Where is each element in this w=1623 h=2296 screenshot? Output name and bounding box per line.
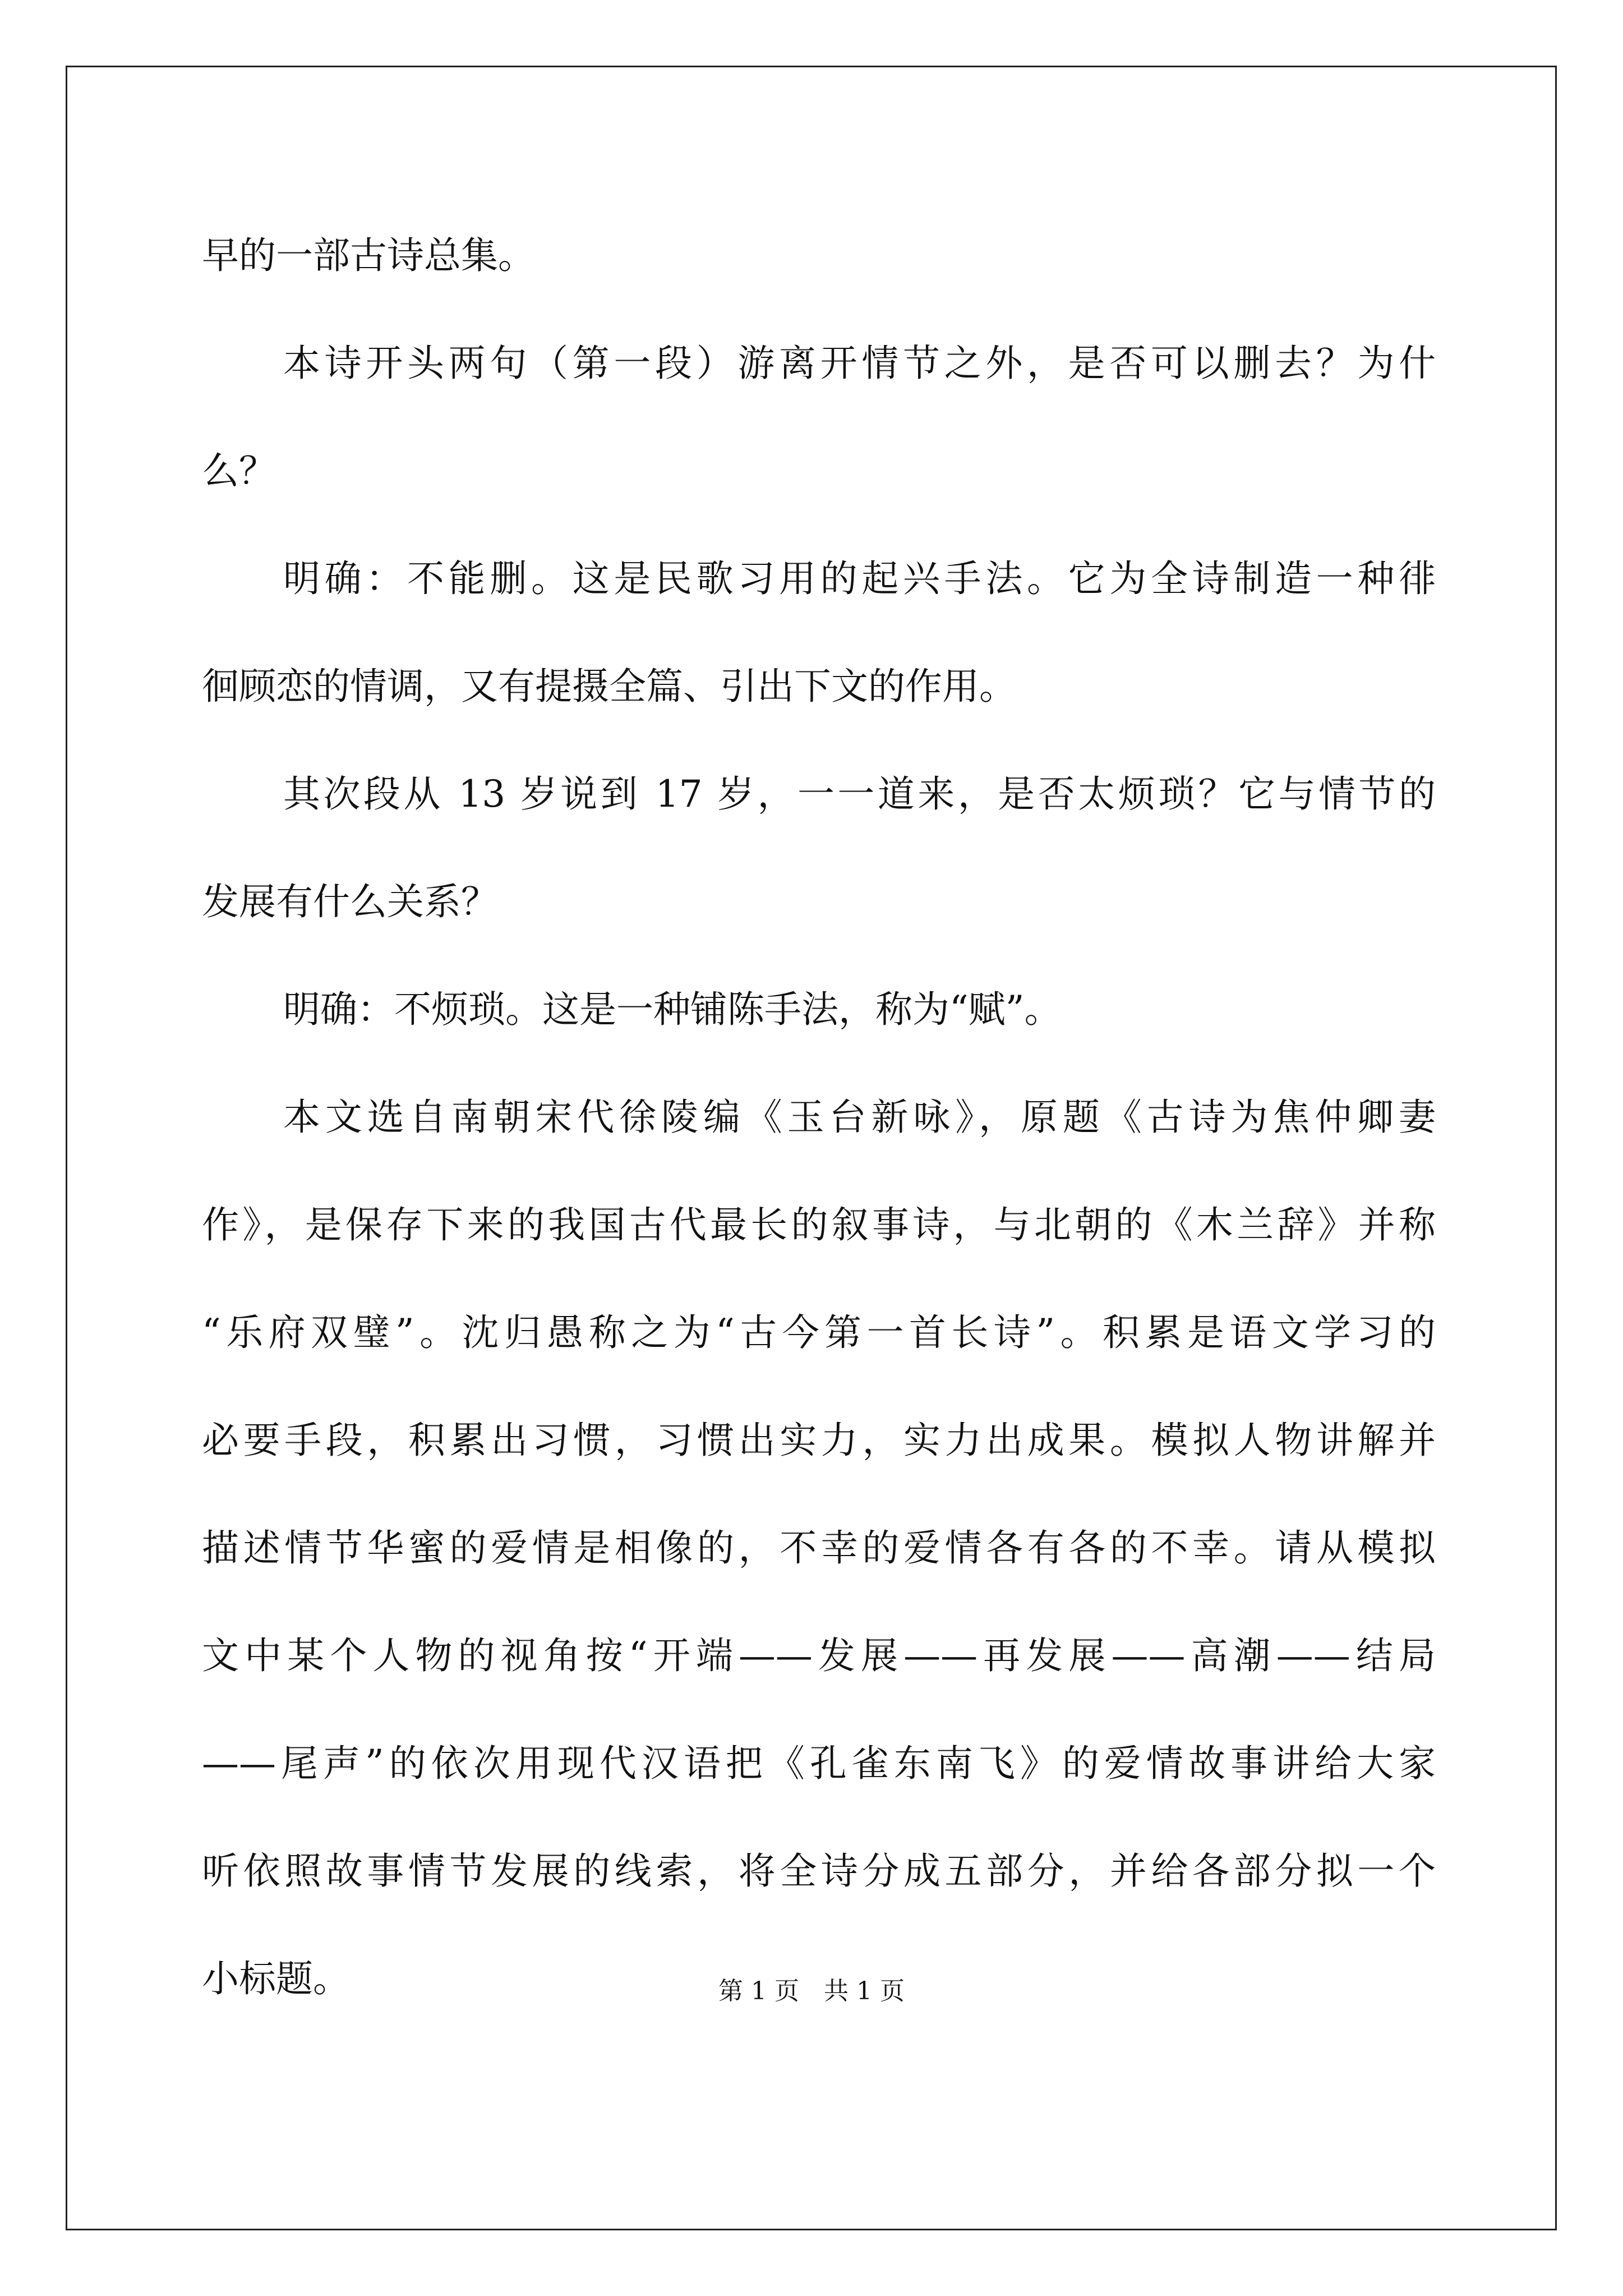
- text-line: 其次段从 13 岁说到 17 岁，一一道来，是否太烦琐？它与情节的: [283, 772, 1436, 816]
- text-line: 听依照故事情节发展的线索，将全诗分成五部分，并给各部分拟一个: [202, 1849, 1436, 1893]
- text-line: 小标题。: [202, 1957, 350, 2000]
- text-line: ——尾声”的依次用现代汉语把《孔雀东南飞》的爱情故事讲给大家: [202, 1742, 1436, 1785]
- text-line: 明确：不能删。这是民歌习用的起兴手法。它为全诗制造一种徘: [283, 557, 1436, 600]
- document-body: [202, 202, 1436, 2033]
- text-line: 明确：不烦琐。这是一种铺陈手法，称为“赋”。: [283, 988, 1062, 1031]
- text-line: 必要手段，积累出习惯，习惯出实力，实力出成果。模拟人物讲解并: [202, 1419, 1436, 1462]
- text-line: 本诗开头两句（第一段）游离开情节之外，是否可以删去？为什: [283, 342, 1436, 385]
- text-line: 本文选自南朝宋代徐陵编《玉台新咏》，原题《古诗为焦仲卿妻: [283, 1096, 1436, 1139]
- text-line: 描述情节华蜜的爱情是相像的，不幸的爱情各有各的不幸。请从模拟: [202, 1526, 1436, 1570]
- text-line: 文中某个人物的视角按“开端——发展——再发展——高潮——结局: [202, 1634, 1436, 1677]
- text-line: “乐府双璧”。沈归愚称之为“古今第一首长诗”。积累是语文学习的: [202, 1311, 1436, 1354]
- text-line: 作》，是保存下来的我国古代最长的叙事诗，与北朝的《木兰辞》并称: [202, 1203, 1436, 1246]
- text-line: 么？: [202, 449, 276, 493]
- text-line: 早的一部古诗总集。: [202, 234, 535, 277]
- page-number-footer: 第 1 页 共 1 页: [718, 1977, 905, 2005]
- text-line: 徊顾恋的情调，又有提摄全篇、引出下文的作用。: [202, 665, 1016, 708]
- text-line: 发展有什么关系？: [202, 880, 498, 923]
